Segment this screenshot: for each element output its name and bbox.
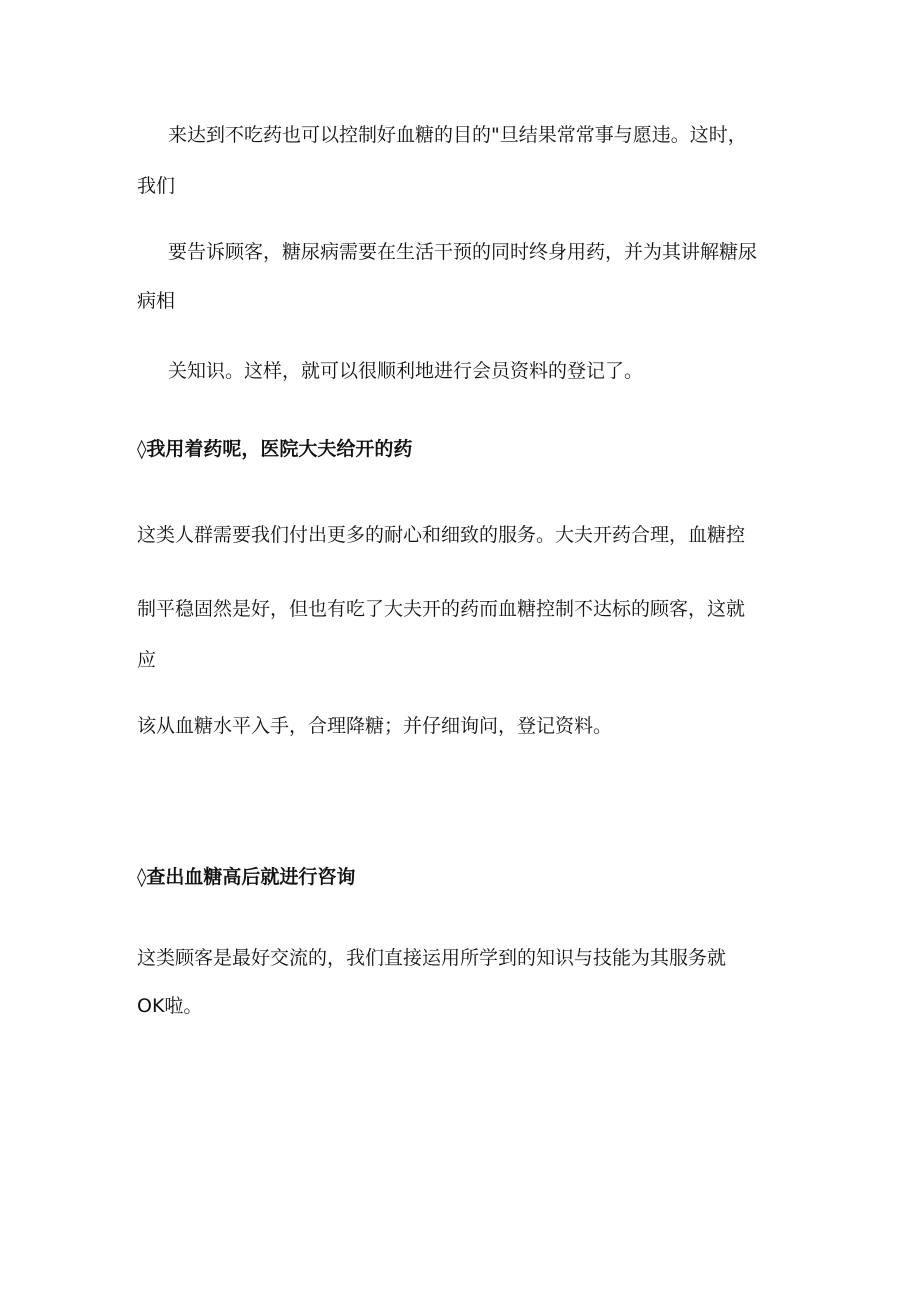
paragraph-line: 关知识。这样，就可以很顺利地进行会员资料的登记了。: [168, 360, 644, 382]
section-heading: ◊查出血糖高后就进行咨询: [137, 866, 356, 888]
paragraph-line: 该从血糖水平入手，合理降糖；并仔细询问，登记资料。: [137, 715, 613, 737]
paragraph-line: OK啦。: [137, 995, 203, 1017]
paragraph-line: 应: [137, 649, 157, 671]
paragraph-line: 我们: [137, 175, 176, 197]
paragraph-line: 要告诉顾客，糖尿病需要在生活干预的同时终身用药，并为其讲解糖尿: [168, 241, 758, 263]
paragraph-line: 病相: [137, 290, 176, 312]
paragraph-line: 这类人群需要我们付出更多的耐心和细致的服务。大夫开药合理，血糖控: [137, 524, 746, 546]
section-heading: ◊我用着药呢，医院大夫给开的药: [137, 438, 413, 460]
paragraph-line: 这类顾客是最好交流的，我们直接运用所学到的知识与技能为其服务就: [137, 947, 727, 969]
paragraph-line: 来达到不吃药也可以控制好血糖的目的"旦结果常常事与愿违。这时，: [168, 124, 747, 146]
paragraph-line: 制平稳固然是好，但也有吃了大夫开的药而血糖控制不达标的顾客，这就: [137, 598, 746, 620]
